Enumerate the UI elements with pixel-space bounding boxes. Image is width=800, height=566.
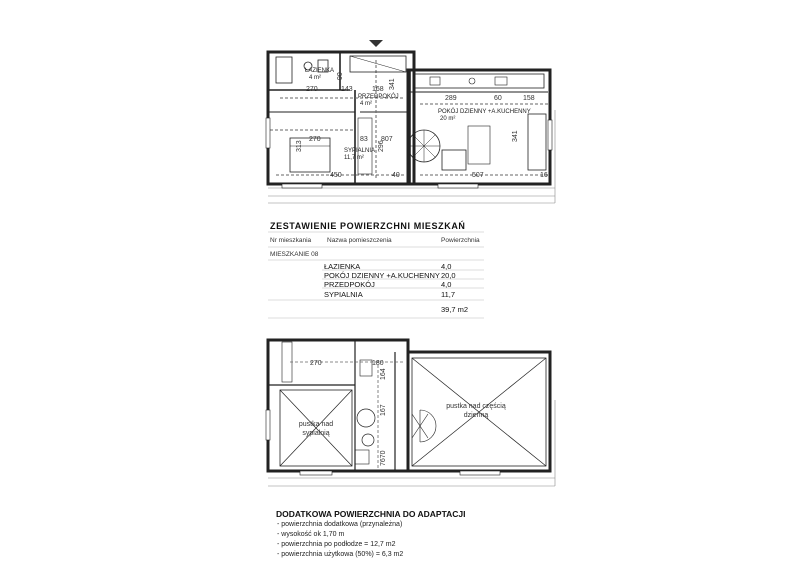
summary-row-area: 11,7: [441, 290, 456, 299]
notes-item: - powierzchnia dodatkowa (przynależna): [277, 521, 403, 528]
summary-apartment-number: MIESZKANIE 08: [270, 251, 319, 258]
dimension-label: 289: [445, 95, 457, 102]
dimension-label: 270: [306, 86, 318, 93]
room-area-bathroom: 4 m²: [309, 75, 321, 81]
dimension-label: 158: [523, 95, 535, 102]
room-area-living: 20 m²: [440, 116, 456, 122]
dimension-label: 180: [372, 360, 384, 367]
summary-row-area: 4,0: [441, 280, 452, 289]
dimension-label: 7670: [380, 450, 387, 466]
summary-header-apartment: Nr mieszkania: [270, 237, 312, 244]
summary-row-name: PRZEDPOKÓJ: [324, 280, 375, 289]
summary-total: 39,7 m2: [441, 305, 469, 314]
dimension-label: 507: [472, 172, 484, 179]
dimension-label: 40: [392, 172, 400, 179]
dimension-label: 270: [309, 136, 321, 143]
summary-row-name: ŁAZIENKA: [324, 262, 361, 271]
dimension-label: 164: [380, 368, 387, 380]
dimension-label: 313: [296, 140, 303, 152]
room-label-hall: PRZEDPOKÓJ: [358, 94, 399, 100]
dimension-label: 16: [540, 172, 548, 179]
dimension-label: 450: [330, 172, 342, 179]
dimension-label: 270: [310, 360, 322, 367]
summary-row-name: POKÓJ DZIENNY +A.KUCHENNY: [324, 271, 440, 280]
void-label-living: pustka nad częścią dzienną: [446, 403, 506, 419]
room-label-living: POKÓJ DZIENNY +A.KUCHENNY: [438, 109, 531, 115]
dimension-label: 90: [337, 72, 344, 80]
dimension-label: 296: [378, 140, 385, 152]
room-label-bathroom: ŁAZIENKA: [305, 68, 335, 74]
attic-spiral-stair: [412, 410, 436, 442]
void-label-bedroom: pustka nad sypialnią: [298, 421, 334, 437]
room-label-bedroom: SYPIALNIA: [344, 148, 376, 154]
dimension-label: 341: [512, 130, 519, 142]
summary-header-area: Powierzchnia: [441, 237, 480, 244]
room-area-bedroom: 11,7 m²: [344, 155, 364, 161]
room-area-hall: 4 m²: [360, 101, 372, 107]
notes-item: - wysokość ok 1,70 m: [277, 531, 345, 538]
dimension-label: 83: [360, 136, 368, 143]
dimension-label: 168: [372, 86, 384, 93]
summary-row-name: SYPIALNIA: [324, 290, 363, 299]
summary-row-area: 20,0: [441, 271, 456, 280]
summary-title: ZESTAWIENIE POWIERZCHNI MIESZKAŃ: [270, 221, 466, 231]
summary-header-room: Nazwa pomieszczenia: [327, 237, 392, 244]
notes-item: - powierzchnia użytkowa (50%) = 6,3 m2: [277, 551, 404, 558]
summary-row-area: 4,0: [441, 262, 452, 271]
dimension-label: 341: [389, 78, 396, 90]
dimension-label: 60: [494, 95, 502, 102]
dimension-label: 807: [381, 136, 393, 143]
dimension-label: 143: [341, 86, 353, 93]
notes-title: DODATKOWA POWIERZCHNIA DO ADAPTACJI: [276, 509, 466, 519]
dimension-label: 167: [380, 404, 387, 416]
notes-item: - powierzchnia po podłodze = 12,7 m2: [277, 541, 396, 548]
